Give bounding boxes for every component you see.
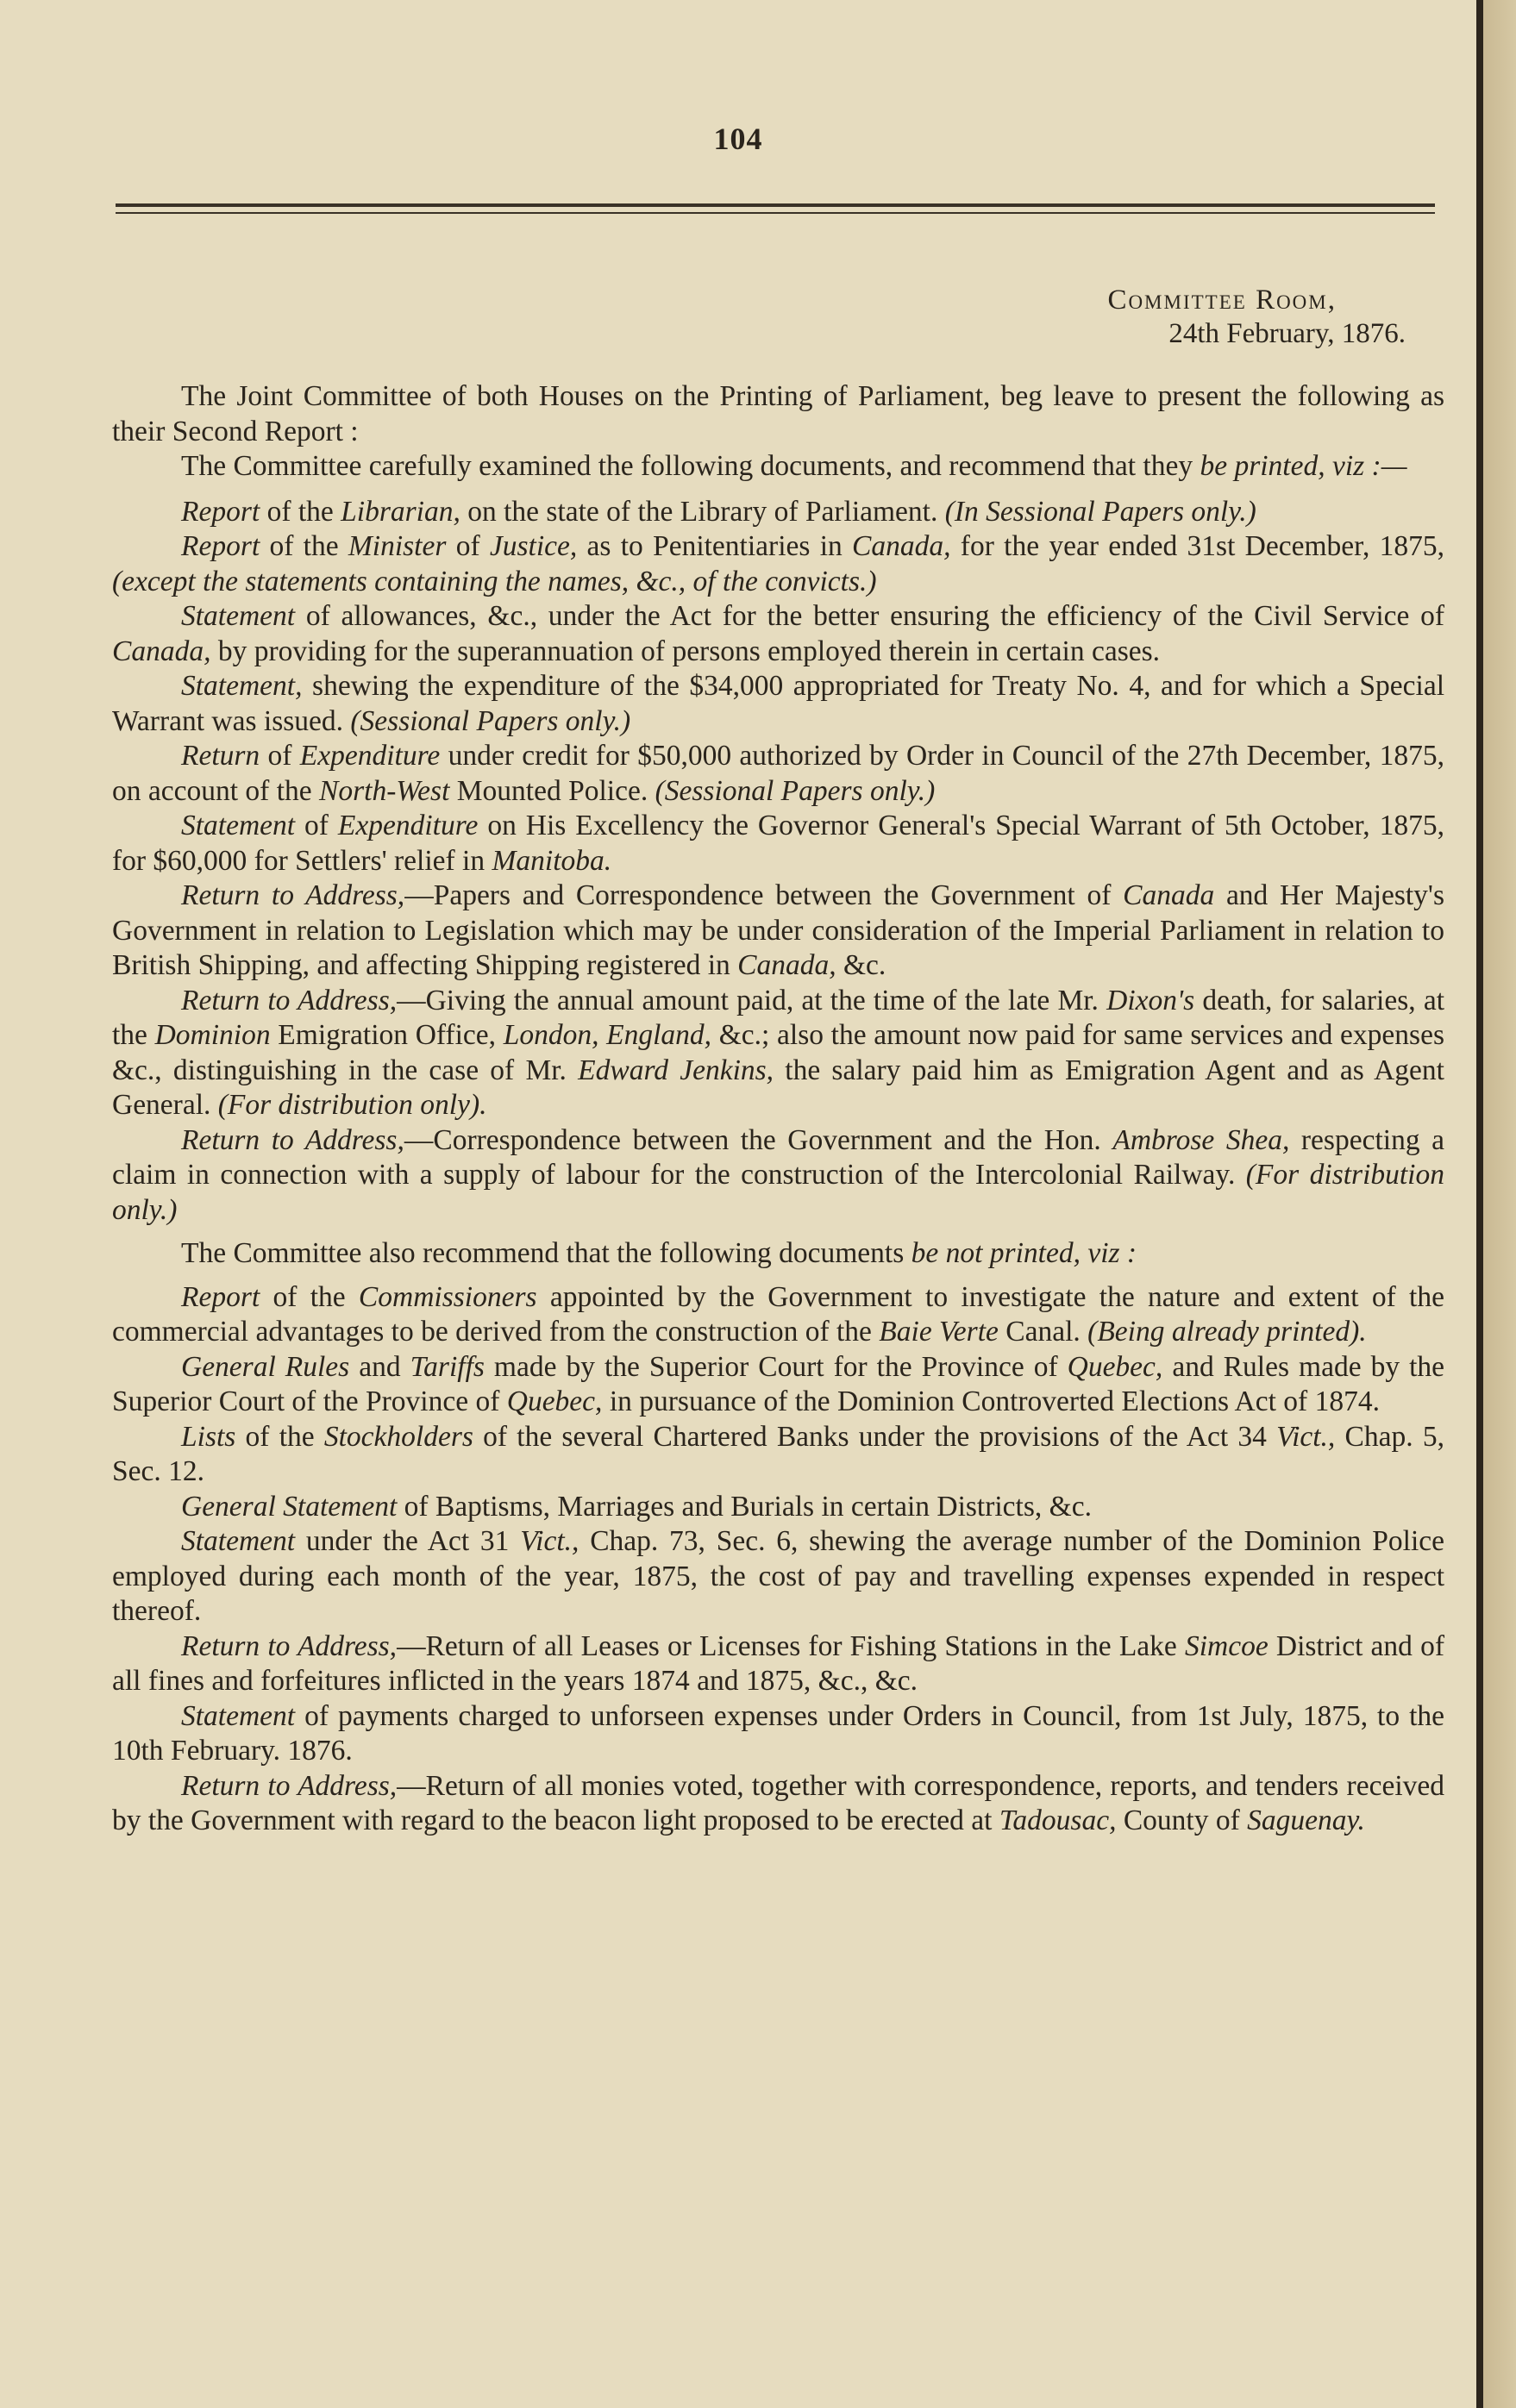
- recommend-not-printed-paragraph: The Committee also recommend that the following documents be not printed, viz :: [181, 1237, 1137, 1269]
- header-rule-thin: [116, 212, 1435, 214]
- list-item: Lists of the Stockholders of the several Chartered Banks under the provisions of the Act 34 Vict., Chap. 5, Sec. 12.: [112, 1420, 1444, 1487]
- list-item: Return to Address,—Correspondence between the Government and the Hon. Ambrose Shea, respecting a claim in connection with a supply of labour for the construction of the Intercolonial Railway. (For distribution only.): [112, 1123, 1445, 1226]
- committee-room-heading: Committee Room,: [1107, 285, 1337, 316]
- list-item: Report of the Minister of Justice, as to Penitentiaries in Canada, for the year ended 31st December, 1875, (except the statements containing the names, &c., of the convicts.): [112, 530, 1444, 597]
- recommend-printed-paragraph: The Committee carefully examined the following documents, and recommend that they be printed, viz :—: [181, 450, 1407, 482]
- list-item: Return to Address,—Giving the annual amount paid, at the time of the late Mr. Dixon's death, for salaries, at the Dominion Emigration Office, London, England, &c.; also the amount now paid for same services and expenses &c., distinguishing in the case of Mr. Edward Jenkins, the salary paid him as Emigration Agent and as Agent General. (For distribution only).: [112, 984, 1445, 1121]
- list-item: Statement of payments charged to unforseen expenses under Orders in Council, from 1st July, 1875, to the 10th February. 1876.: [112, 1699, 1444, 1767]
- list-item: Return of Expenditure under credit for $50,000 authorized by Order in Council of the 27th December, 1875, on account of the North-West Mounted Police. (Sessional Papers only.): [112, 740, 1444, 807]
- list-item: General Statement of Baptisms, Marriages and Burials in certain Districts, &c.: [181, 1490, 1092, 1523]
- report-body: [112, 379, 1444, 1839]
- intro-paragraph: The Joint Committee of both Houses on the Printing of Parliament, beg leave to present the following as their Second Report :: [112, 380, 1444, 447]
- header-rule: [116, 203, 1435, 207]
- report-date: 24th February, 1876.: [1168, 318, 1406, 349]
- list-item: Report of the Commissioners appointed by the Government to investigate the nature and extent of the commercial advantages to be derived from the construction of the Baie Verte Canal. (Being already printed).: [112, 1280, 1444, 1348]
- list-item: Return to Address,—Return of all monies voted, together with correspondence, reports, and tenders received by the Government with regard to the beacon light proposed to be erected at Tadousac, County of Saguenay.: [112, 1769, 1444, 1836]
- dateline: [1107, 285, 1440, 350]
- list-item: Return to Address,—Return of all Leases or Licenses for Fishing Stations in the Lake Simcoe District and of all fines and forfeitures inflicted in the years 1874 and 1875, &c., &c.: [112, 1629, 1445, 1697]
- list-item: Report of the Librarian, on the state of the Library of Parliament. (In Sessional Papers only.): [181, 495, 1256, 528]
- list-item: Statement of Expenditure on His Excellency the Governor General's Special Warrant of 5th October, 1875, for $60,000 for Settlers' relief in Manitoba.: [112, 810, 1445, 877]
- book-binding-gutter: [1476, 0, 1516, 2408]
- list-item: Return to Address,—Papers and Correspondence between the Government of Canada and Her Majesty's Government in relation to Legislation which may be under consideration of the Imperial Parliament in relation to British Shipping, and affecting Shipping registered in Canada, &c.: [112, 879, 1444, 981]
- list-item: Statement under the Act 31 Vict., Chap. 73, Sec. 6, shewing the average number of the Dominion Police employed during each month of the year, 1875, the cost of pay and travelling expenses expended in respect thereof.: [112, 1525, 1444, 1627]
- list-item: General Rules and Tariffs made by the Superior Court for the Province of Quebec, and Rules made by the Superior Court of the Province of Quebec, in pursuance of the Dominion Controverted Elections Act of 1874.: [112, 1350, 1444, 1417]
- list-item: Statement of allowances, &c., under the Act for the better ensuring the efficiency of the Civil Service of Canada, by providing for the superannuation of persons employed therein in certain cases.: [112, 600, 1444, 667]
- page-number: 104: [713, 122, 763, 156]
- list-item: Statement, shewing the expenditure of the $34,000 appropriated for Treaty No. 4, and for which a Special Warrant was issued. (Sessional Papers only.): [112, 670, 1444, 737]
